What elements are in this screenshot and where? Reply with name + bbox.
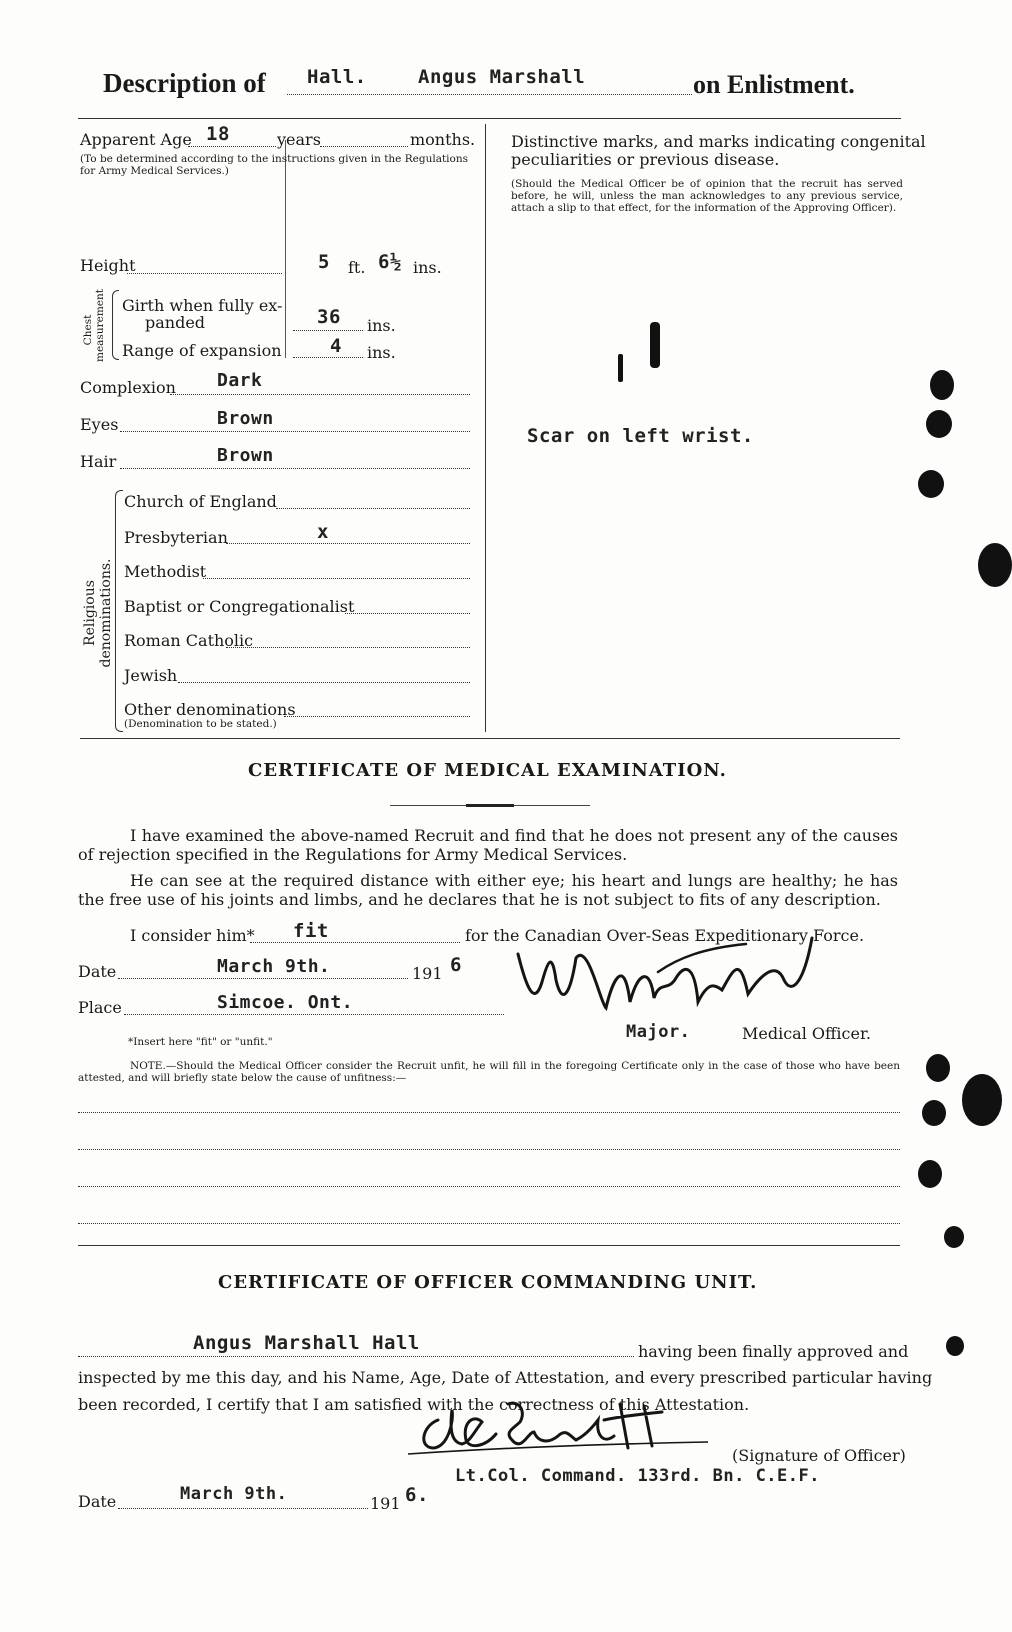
commanding-date-value: March 9th. bbox=[180, 1484, 288, 1504]
age-note: (To be determined according to the instructions given in the Regulations for Army Medical Services.) bbox=[80, 153, 468, 177]
range-unit: ins. bbox=[367, 343, 396, 362]
complexion-line bbox=[170, 394, 470, 395]
punch-hole bbox=[978, 543, 1012, 587]
commanding-year-suffix: 6. bbox=[405, 1484, 429, 1506]
chest-label: Chest measurement bbox=[82, 289, 106, 362]
recruit-name-line bbox=[78, 1356, 634, 1357]
ft-label: ft. bbox=[348, 258, 366, 277]
ink-mark bbox=[618, 354, 623, 382]
medical-place-value: Simcoe. Ont. bbox=[217, 992, 354, 1013]
denomination-label: Church of England bbox=[124, 492, 277, 511]
eyes-label: Eyes bbox=[80, 415, 119, 434]
ink-blot bbox=[946, 1336, 964, 1356]
ink-blot bbox=[918, 1160, 942, 1188]
hair-label: Hair bbox=[80, 452, 117, 471]
denomination-label: Baptist or Congregationalist bbox=[124, 597, 355, 616]
medical-bottom-rule bbox=[78, 1245, 900, 1246]
ink-blot bbox=[926, 1054, 950, 1082]
chest-brace bbox=[112, 290, 119, 360]
religious-brace bbox=[115, 490, 123, 732]
girth-label-1: Girth when fully ex- bbox=[122, 296, 283, 315]
ink-blot bbox=[930, 370, 954, 400]
medical-place-label: Place bbox=[78, 998, 122, 1017]
medical-officer-rank: Major. bbox=[626, 1022, 691, 1042]
header-surname: Hall. bbox=[307, 66, 367, 88]
commanding-officer-rank: Lt.Col. Command. 133rd. Bn. C.E.F. bbox=[455, 1466, 820, 1486]
medical-note: NOTE.—Should the Medical Officer consider the Recruit unfit, he will fill in the foregoing Certificate only in the case of those who have been attested, and will briefly state below the cause of unfitness:— bbox=[78, 1060, 900, 1084]
girth-label-2: panded bbox=[145, 313, 206, 332]
commanding-date-line bbox=[118, 1508, 368, 1509]
header-suffix: on Enlistment. bbox=[693, 70, 855, 99]
distinctive-marks-heading-2: peculiarities or previous disease. bbox=[511, 150, 780, 169]
denomination-label: Roman Catholic bbox=[124, 631, 254, 650]
medical-year-prefix: 191 bbox=[412, 964, 443, 983]
header-prefix: Description of bbox=[103, 68, 266, 98]
hair-value: Brown bbox=[217, 445, 274, 466]
ink-blot bbox=[944, 1226, 964, 1248]
hair-line bbox=[120, 468, 470, 469]
height-ft-value: 5 bbox=[318, 251, 330, 273]
commanding-date-label: Date bbox=[78, 1492, 117, 1511]
distinctive-marks-value: Scar on left wrist. bbox=[527, 425, 754, 447]
medical-date-label: Date bbox=[78, 962, 117, 981]
age-label: Apparent Age bbox=[80, 130, 192, 149]
distinctive-marks-heading-1: Distinctive marks, and marks indicating congenital bbox=[511, 132, 926, 151]
commanding-text-2: inspected by me this day, and his Name, Age, Date of Attestation, and every prescribed particular having bbox=[78, 1368, 933, 1387]
complexion-value: Dark bbox=[217, 370, 263, 391]
signature-of-officer-label: (Signature of Officer) bbox=[732, 1446, 906, 1465]
medical-officer-label: Medical Officer. bbox=[742, 1024, 871, 1043]
medical-officer-signature bbox=[508, 920, 828, 1030]
commanding-certificate-title: CERTIFICATE OF OFFICER COMMANDING UNIT. bbox=[218, 1272, 758, 1293]
unfitness-line bbox=[78, 1186, 900, 1187]
mid-rule bbox=[80, 738, 900, 739]
months-label: months. bbox=[410, 130, 476, 149]
denomination-line bbox=[226, 647, 470, 648]
religious-label-1: Religious bbox=[82, 580, 98, 646]
height-ins-label: ins. bbox=[413, 258, 442, 277]
ink-blot bbox=[918, 470, 944, 498]
medical-date-line bbox=[118, 978, 408, 979]
commanding-text-1: having been finally approved and bbox=[638, 1342, 909, 1361]
consider-value: fit bbox=[293, 920, 329, 942]
eyes-line bbox=[120, 431, 470, 432]
denomination-label: Presbyterian bbox=[124, 528, 228, 547]
medical-place-line bbox=[124, 1014, 504, 1015]
unfitness-line bbox=[78, 1149, 900, 1150]
height-line bbox=[127, 273, 282, 274]
months-line bbox=[320, 146, 408, 147]
unfitness-line bbox=[78, 1112, 900, 1113]
range-value: 4 bbox=[330, 335, 342, 357]
punch-hole bbox=[962, 1074, 1002, 1126]
ink-blot bbox=[926, 410, 952, 438]
complexion-label: Complexion bbox=[80, 378, 176, 397]
ink-blot bbox=[922, 1100, 946, 1126]
medical-title-rule-center bbox=[466, 804, 514, 807]
girth-value: 36 bbox=[317, 306, 341, 328]
denomination-line bbox=[276, 508, 470, 509]
denomination-label: Jewish bbox=[124, 666, 178, 685]
header-name-line bbox=[287, 94, 692, 95]
range-line bbox=[293, 357, 363, 358]
unfitness-line bbox=[78, 1223, 900, 1224]
denomination-label: Methodist bbox=[124, 562, 207, 581]
insert-note: *Insert here "fit" or "unfit." bbox=[128, 1036, 273, 1048]
distinctive-marks-note: (Should the Medical Officer be of opinion that the recruit has served before, he will, unless the man acknowledges to any previous service, attach a slip to that effect, for the information of the Approving Officer). bbox=[511, 178, 903, 214]
top-rule bbox=[78, 118, 901, 119]
for-cef-label: for the Canadian Over-Seas Expeditionary Force. bbox=[465, 926, 865, 945]
commanding-officer-signature bbox=[408, 1392, 728, 1462]
age-value: 18 bbox=[206, 123, 230, 145]
denomination-mark: x bbox=[317, 521, 329, 543]
denomination-line bbox=[284, 716, 470, 717]
denomination-line bbox=[226, 543, 470, 544]
age-line bbox=[188, 146, 276, 147]
medical-para-2: He can see at the required distance with either eye; his heart and lungs are healthy; he has the free use of his joints and limbs, and he declares that he is not subject to fits of any description. bbox=[78, 871, 898, 909]
range-label: Range of expansion bbox=[122, 341, 282, 360]
medical-year-suffix: 6 bbox=[450, 954, 462, 976]
ink-mark bbox=[650, 322, 660, 368]
other-denomination-note: (Denomination to be stated.) bbox=[124, 718, 277, 730]
header-given-names: Angus Marshall bbox=[418, 66, 586, 88]
height-label: Height bbox=[80, 256, 136, 275]
girth-line bbox=[293, 330, 363, 331]
recruit-name-value: Angus Marshall Hall bbox=[193, 1332, 420, 1354]
eyes-value: Brown bbox=[217, 408, 274, 429]
denomination-label: Other denominations bbox=[124, 700, 296, 719]
consider-label: I consider him* bbox=[130, 926, 255, 945]
years-label: years bbox=[277, 130, 321, 149]
denomination-line bbox=[345, 613, 470, 614]
medical-para-1: I have examined the above-named Recruit and find that he does not present any of the causes of rejection specified in the Regulations for Army Medical Services. bbox=[78, 826, 898, 864]
medical-date-value: March 9th. bbox=[217, 956, 331, 977]
commanding-text-3: been recorded, I certify that I am satisfied with the correctness of this Attestation. bbox=[78, 1395, 750, 1414]
consider-line bbox=[250, 942, 460, 943]
commanding-year-prefix: 191 bbox=[370, 1494, 401, 1513]
girth-unit: ins. bbox=[367, 316, 396, 335]
religious-label-2: denominations. bbox=[98, 558, 114, 668]
medical-certificate-title: CERTIFICATE OF MEDICAL EXAMINATION. bbox=[248, 760, 727, 781]
denomination-line bbox=[203, 578, 470, 579]
height-in-value: 6½ bbox=[378, 251, 402, 273]
denomination-line bbox=[178, 682, 470, 683]
center-divider bbox=[485, 124, 486, 732]
